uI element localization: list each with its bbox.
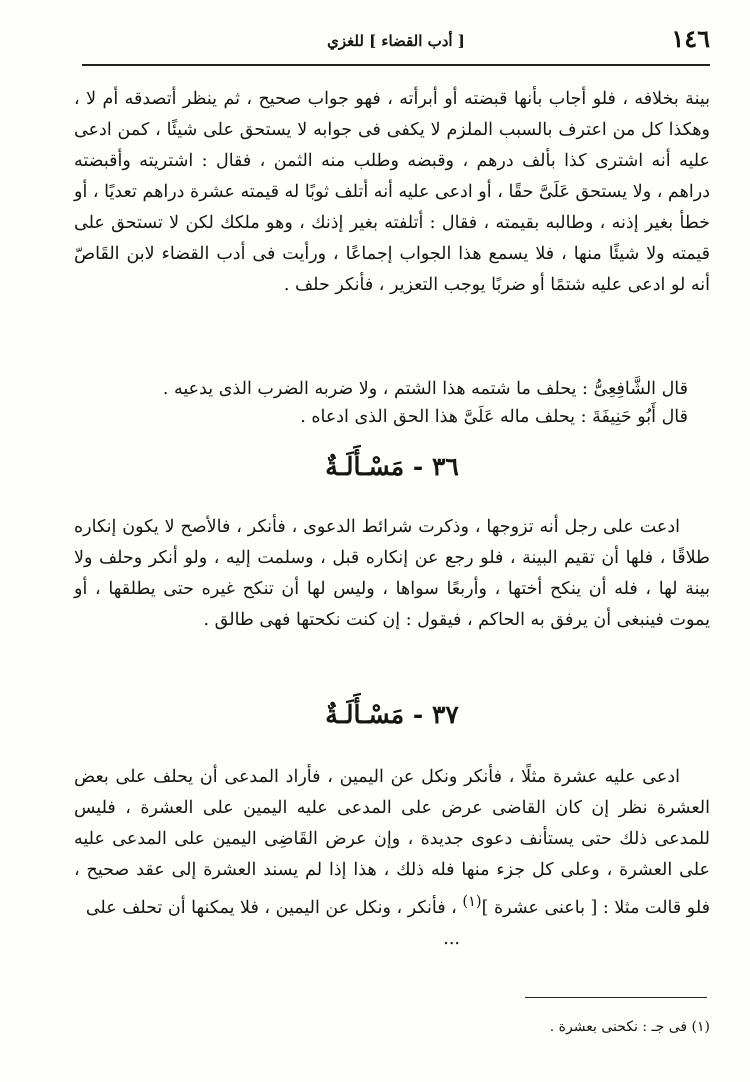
paragraph-text: ادعى عليه عشرة مثلًا ، فأنكر ونكل عن اليمين ، فأراد المدعى أن يحلف على بعض العشرة نظر إن كان القاضى عرض على المدعى عليه اليمين على العشرة ، فليس للمدعى ذلك حتى يستأنف دعوى جديدة ، وإن عرض القَاضِى اليمين على المدعى عليه على العشرة ، وعلى كل جزء منها فله ذلك ، هذا إذا لم يسند العشرة إلى عقد صحيح ، فلو قالت مثلا : [ باعنى عشرة ] [74, 767, 710, 918]
section-heading-37: ٣٧ - مَسْـأَلَـةٌ [325, 700, 459, 729]
running-title: [ أدب القضاء ] للغزي [327, 32, 465, 50]
quote-abu-hanifa: قال أَبُو حَنِيفَةَ : يحلف ماله عَلَىَّ هذا الحق الذى ادعاه . [300, 407, 688, 427]
paragraph-text: ، فأنكر ، ونكل عن اليمين ، فلا يمكنها أن تحلف على [85, 897, 463, 918]
quote-shafii: قال الشَّافِعِىُّ : يحلف ما شتمه هذا الشتم ، ولا ضربه الضرب الذى يدعيه . [162, 379, 688, 399]
footnote-rule [525, 997, 707, 998]
page-number: ١٤٦ [671, 24, 710, 53]
opening-paragraph-block [74, 84, 710, 301]
header-rule [82, 64, 710, 66]
section-heading-36: ٣٦ - مَسْـأَلَـةٌ [325, 452, 459, 481]
paragraph: بينة بخلافه ، فلو أجاب بأنها قبضته أو أبرأته ، فهو جواب صحيح ، ثم ينظر أتصدقه أم لا ، وهكذا كل من اعترف بالسبب الملزم لا يكفى فى جوابه لا يستحق على شيئًا ، كمن ادعى عليه أنه اشترى كذا بألف درهم ، وقبضه وطلب منه الثمن ، فقال : اشتريته وأقبضته دراهم ، ولا يستحق عَلَىَّ حقًا ، أو ادعى عليه أنه أتلف ثوبًا له قيمته عشرة دراهم تعديًا ، أو خطأ بغير إذنه ، وطالبه بقيمته ، فقال : أتلفته بغير إذنك ، وهو ملكك لكن لا تستحق على قيمته ولا شيئًا منها ، فلا يسمع هذا الجواب إجماعًا ، ورأيت فى أدب القضاء لابن القَاصّ أنه لو ادعى عليه شتمًا أو ضربًا يوجب التعزير ، فأنكر حلف . [74, 89, 710, 295]
page-header [82, 20, 710, 60]
paragraph [74, 762, 710, 924]
jurist-quotes [74, 375, 710, 431]
footnote: (١) فى جـ : نكحنى بعشرة . [549, 1019, 710, 1035]
section-37-body [74, 762, 710, 955]
paragraph: ادعت على رجل أنه تزوجها ، وذكرت شرائط الدعوى ، فأنكر ، فالأصح لا يكون إنكاره طلاقًا ، فلها أن تقيم البينة ، فلو رجع عن إنكاره قبل ، وسلمت إليه ، ولو أنكر وحلف ولا بينة لها ، فله أن ينكح أختها ، وأربعًا سواها ، وليس لها أن تنكح غيره حتى يطلقها ، أو يموت فينبغى أن يرفق به الحاكم ، فيقول : إن كنت نكحتها فهى طالق . [74, 517, 710, 630]
footnote-marker: (١) [462, 893, 482, 910]
section-36-body [74, 512, 710, 636]
catchword: ... [443, 928, 460, 949]
